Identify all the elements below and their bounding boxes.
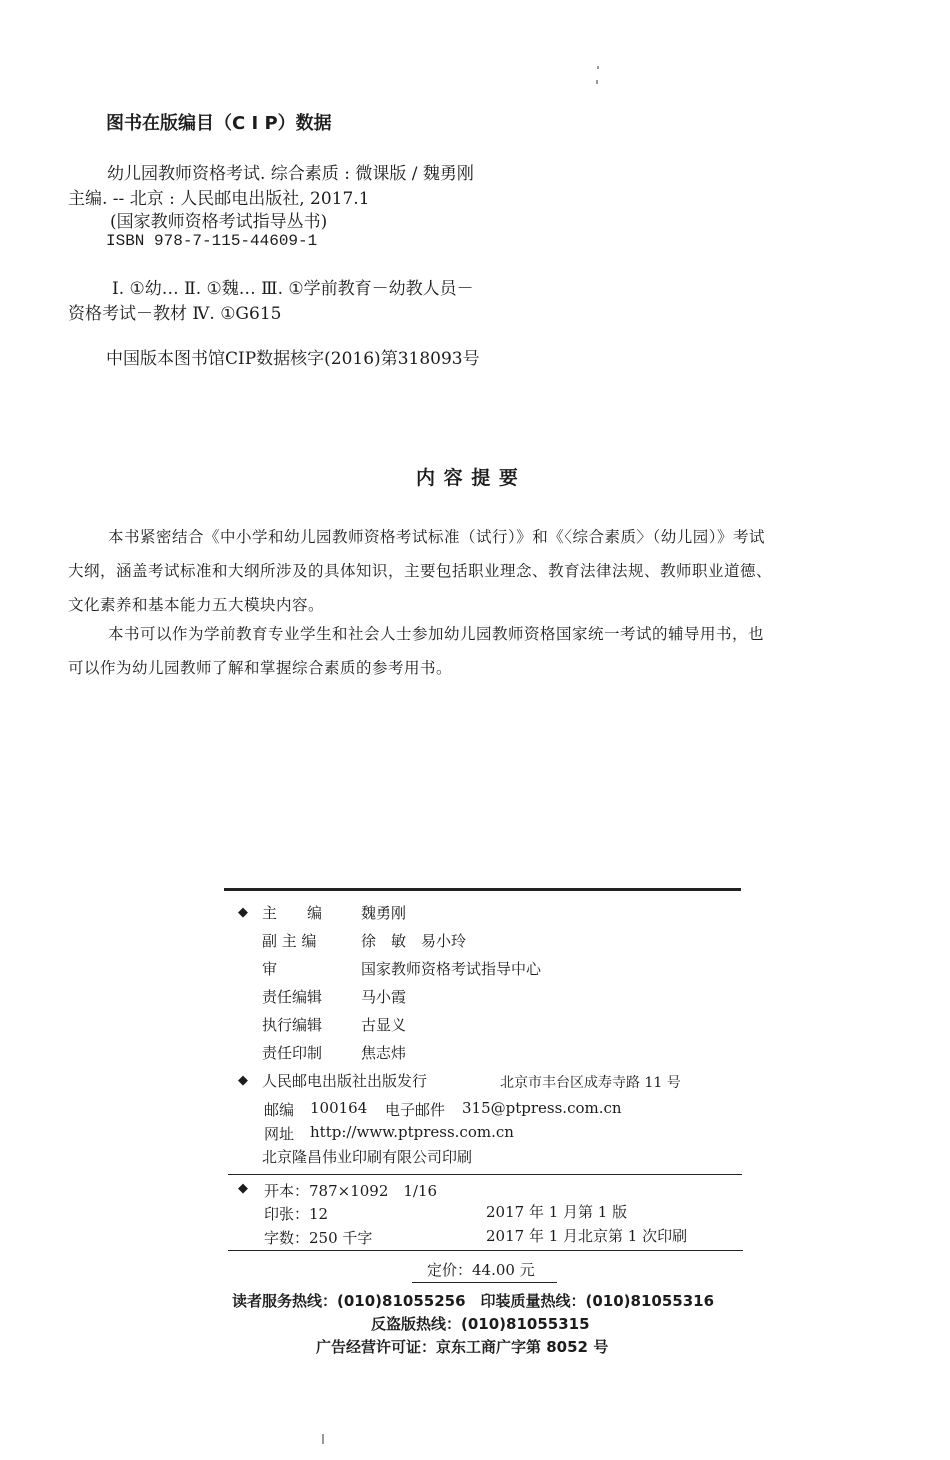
price: 定价：44.00 元 [427, 1261, 535, 1279]
summary-paragraph-1-line-1: 本书紧密结合《中小学和幼儿园教师资格考试标准（试行）》和《〈综合素质〉（幼儿园）》考试 [108, 528, 766, 546]
email-value: 315@ptpress.com.cn [462, 1099, 622, 1117]
printing-date: 2017 年 1 月北京第 1 次印刷 [486, 1227, 688, 1245]
summary-paragraph-2-line-2: 可以作为幼儿园教师了解和掌握综合素质的参考用书。 [68, 659, 453, 677]
diamond-bullet: ◆ [238, 905, 248, 920]
scan-speck [596, 80, 598, 84]
cip-classification-line-2: 资格考试－教材 Ⅳ. ①G615 [68, 304, 282, 324]
postcode-label: 邮编 [264, 1101, 295, 1119]
summary-paragraph-1-line-3: 文化素养和基本能力五大模块内容。 [68, 596, 325, 614]
cip-series-line: (国家教师资格考试指导丛书) [110, 212, 328, 232]
summary-title: 内 容 提 要 [416, 467, 519, 489]
cip-classification-line-1: Ⅰ. ①幼… Ⅱ. ①魏… Ⅲ. ①学前教育－幼教人员－ [112, 279, 474, 299]
role-label: 执行编辑 [262, 1016, 323, 1034]
edition-date: 2017 年 1 月第 1 版 [486, 1203, 628, 1221]
colophon-top-rule [224, 888, 741, 891]
advertising-license: 广告经营许可证：京东工商广字第 8052 号 [316, 1338, 609, 1356]
web-label: 网址 [264, 1125, 295, 1143]
service-hotlines: 读者服务热线：(010)81055256 印装质量热线：(010)81055316 [232, 1292, 715, 1310]
anti-piracy-hotline: 反盗版热线：(010)81055315 [371, 1315, 590, 1333]
email-label: 电子邮件 [385, 1101, 446, 1119]
diamond-bullet: ◆ [238, 1181, 248, 1196]
scan-speck [597, 66, 599, 69]
scan-speck [322, 1434, 324, 1444]
web-url: http://www.ptpress.com.cn [310, 1123, 514, 1141]
price-rule [412, 1282, 557, 1283]
colophon-bottom-rule [228, 1250, 743, 1251]
role-label: 副 主 编 [262, 932, 317, 950]
role-value: 古显义 [361, 1016, 407, 1034]
publisher-address: 北京市丰台区成寿寺路 11 号 [500, 1075, 681, 1091]
book-format: 开本：787×1092 1/16 [264, 1182, 438, 1200]
cip-heading: 图书在版编目（C I P）数据 [106, 113, 332, 134]
role-value: 魏勇刚 [361, 904, 407, 922]
role-label: 审 [262, 960, 278, 978]
cip-publication-line: 主编. -- 北京 : 人民邮电出版社, 2017.1 [68, 189, 370, 209]
summary-paragraph-1-line-2: 大纲，涵盖考试标准和大纲所涉及的具体知识，主要包括职业理念、教育法律法规、教师职业道德、 [68, 562, 773, 580]
role-label: 责任印制 [262, 1044, 323, 1062]
cip-isbn: ISBN 978-7-115-44609-1 [106, 232, 318, 250]
postcode-value: 100164 [310, 1099, 368, 1117]
printer-name: 北京隆昌伟业印刷有限公司印刷 [262, 1148, 473, 1166]
role-value: 焦志炜 [361, 1044, 407, 1062]
colophon-middle-rule [228, 1174, 742, 1175]
word-count: 字数：250 千字 [264, 1229, 373, 1247]
summary-paragraph-2-line-1: 本书可以作为学前教育专业学生和社会人士参加幼儿园教师资格国家统一考试的辅导用书，也 [108, 625, 765, 643]
diamond-bullet: ◆ [238, 1073, 248, 1088]
printed-sheets: 印张：12 [264, 1205, 329, 1223]
role-label: 责任编辑 [262, 988, 323, 1006]
role-value: 徐 敏 易小玲 [361, 932, 467, 950]
cip-title-line: 幼儿园教师资格考试. 综合素质 : 微课版 / 魏勇刚 [107, 164, 474, 184]
publisher-name: 人民邮电出版社出版发行 [262, 1072, 428, 1090]
cip-record-number: 中国版本图书馆CIP数据核字(2016)第318093号 [106, 349, 480, 369]
role-label: 主 编 [262, 904, 323, 922]
role-value: 马小霞 [361, 988, 407, 1006]
role-value: 国家教师资格考试指导中心 [361, 960, 542, 978]
